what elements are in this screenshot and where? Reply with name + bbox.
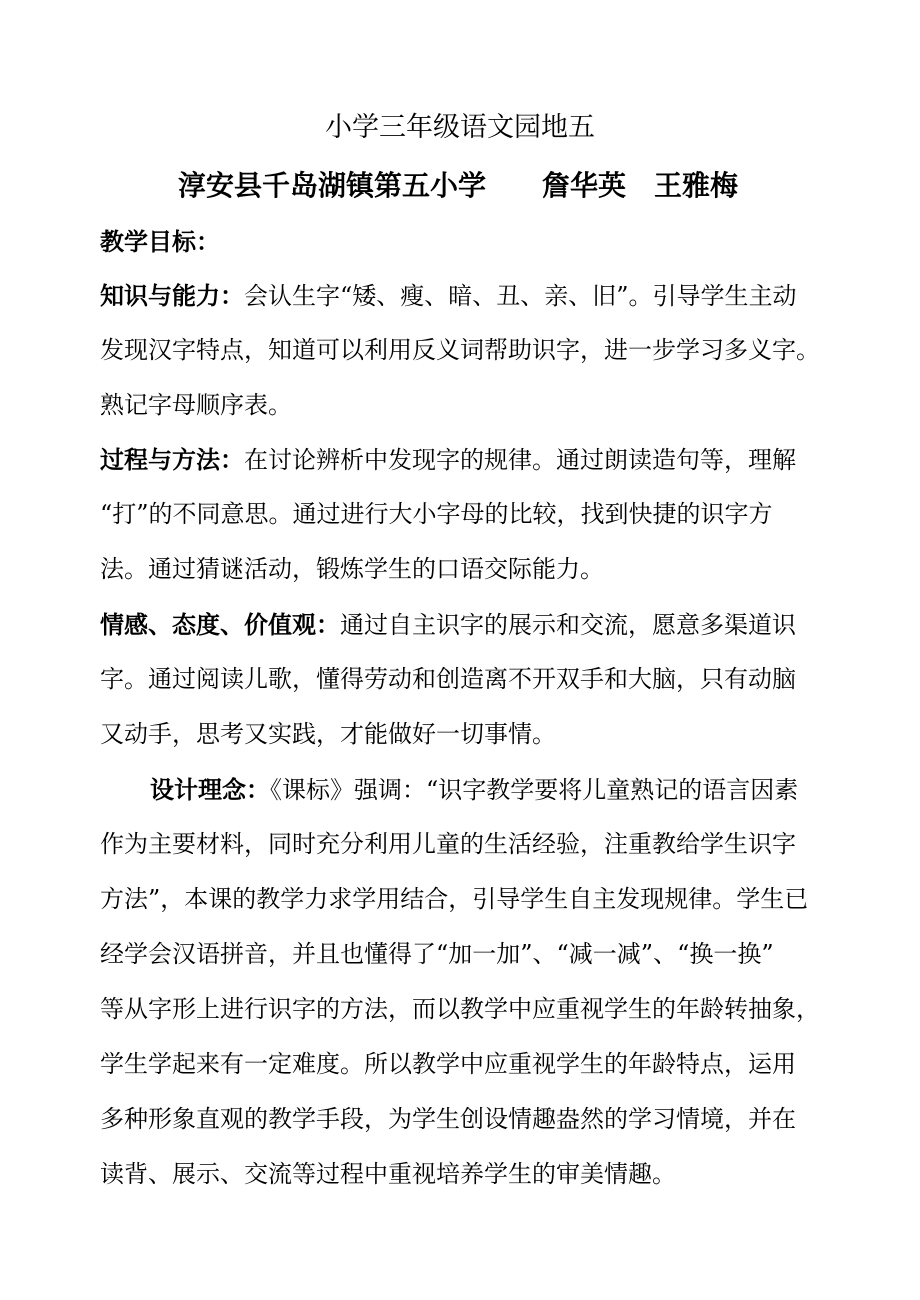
paragraph-line: 方法”，本课的教学力求学用结合，引导学生自主发现规律。学生已 xyxy=(100,885,809,913)
line-text: 《课标》强调：“识字教学要将儿童熟记的语言因素 xyxy=(270,776,799,804)
line-text: 会认生字“矮、瘦、暗、丑、亲、旧”。引导学生主动 xyxy=(244,282,797,310)
objectives-heading: 教学目标： xyxy=(100,227,220,256)
page-title: 小学三年级语文园地五 xyxy=(325,112,595,143)
paragraph-line: 又动手，思考又实践，才能做好一切事情。 xyxy=(100,720,556,748)
paragraph-line xyxy=(100,597,820,652)
process-label: 过程与方法： xyxy=(100,445,244,474)
knowledge-label: 知识与能力： xyxy=(100,281,244,310)
paragraph-line: 等从字形上进行识字的方法，而以教学中应重视学生的年龄转抽象， xyxy=(100,995,820,1023)
paragraph-line: 字。通过阅读儿歌，懂得劳动和创造离不开双手和大脑，只有动脑 xyxy=(100,665,796,693)
paragraph-line xyxy=(100,432,820,487)
paragraph-line: “打”的不同意思。通过进行大小字母的比较，找到快捷的识字方 xyxy=(100,500,773,528)
knowledge-paragraph xyxy=(100,268,820,433)
author-names: 詹华英 王雅梅 xyxy=(542,169,739,202)
paragraph-line: 读背、展示、交流等过程中重视培养学生的审美情趣。 xyxy=(100,1160,676,1188)
paragraph-line: 多种形象直观的教学手段，为学生创设情趣盎然的学习情境，并在 xyxy=(100,1105,796,1133)
emotion-paragraph xyxy=(100,597,820,762)
line-text: 通过自主识字的展示和交流，愿意多渠道识 xyxy=(340,611,796,639)
subtitle xyxy=(178,164,738,208)
paragraph-line xyxy=(100,762,820,817)
paragraph-line: 熟记字母顺序表。 xyxy=(100,391,292,419)
school-name: 淳安县千岛湖镇第五小学 xyxy=(178,169,487,202)
paragraph-line xyxy=(100,268,820,323)
paragraph-line: 作为主要材料，同时充分利用儿童的生活经验，注重教给学生识字 xyxy=(100,830,796,858)
paragraph-line: 经学会汉语拼音，并且也懂得了“加一加”、“减一减”、“换一换” xyxy=(100,940,774,968)
paragraph-line: 发现汉字特点，知道可以利用反义词帮助识字，进一步学习多义字。 xyxy=(100,336,820,364)
design-label: 设计理念： xyxy=(150,775,270,804)
line-text: 在讨论辨析中发现字的规律。通过朗读造句等，理解 xyxy=(244,446,796,474)
emotion-label: 情感、态度、价值观： xyxy=(100,610,340,639)
process-paragraph xyxy=(100,432,820,597)
design-paragraph xyxy=(100,762,820,1202)
paragraph-line: 法。通过猜谜活动，锻炼学生的口语交际能力。 xyxy=(100,555,604,583)
paragraph-line: 学生学起来有一定难度。所以教学中应重视学生的年龄特点，运用 xyxy=(100,1050,796,1078)
